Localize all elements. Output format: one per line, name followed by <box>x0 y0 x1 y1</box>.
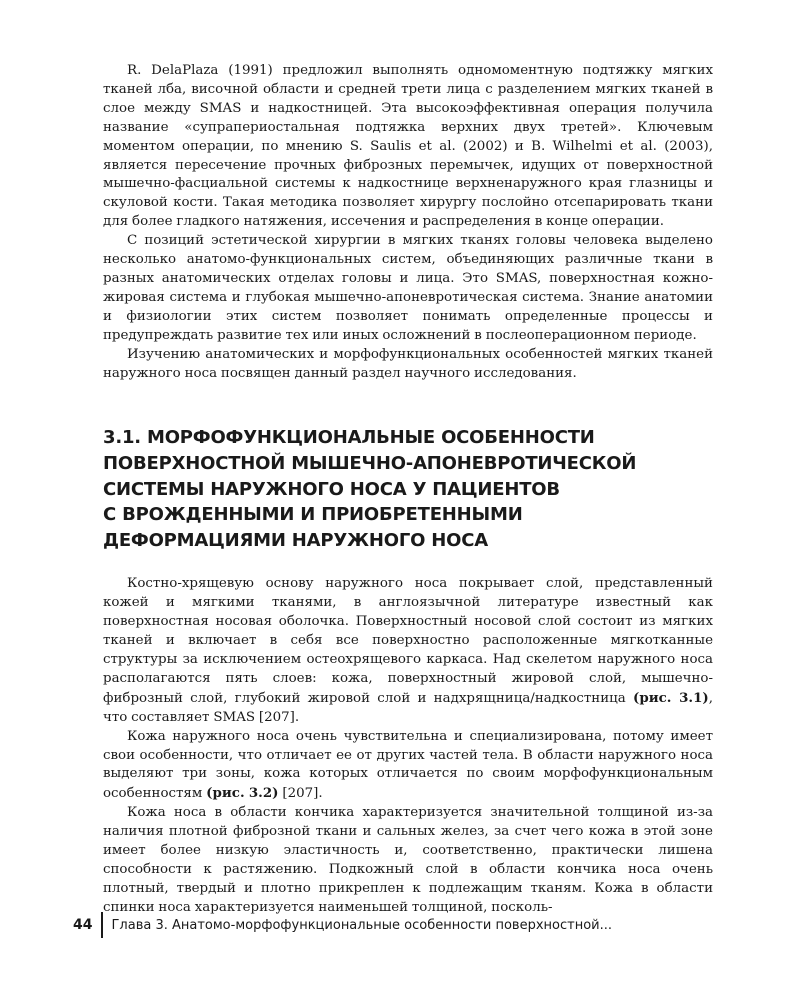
paragraph-tail: [207]. <box>278 786 323 802</box>
page-body <box>103 62 713 918</box>
footer-divider <box>101 912 103 938</box>
section-heading-line: 3.1. МОРФОФУНКЦИОНАЛЬНЫЕ ОСОБЕННОСТИ <box>103 427 595 449</box>
running-head: Глава 3. Анатомо-морфофункциональные особенности поверхностной... <box>111 917 612 933</box>
section-paragraph-3: Кожа носа в области кончика характеризуется значительной толщиной из-за наличия плотной фиброзной ткани и сальных желез, за счет чего кожа в этой зоне имеет более низкую эластичность и, соответственно, практически лишена способности к растяжению. Подкожный слой в области кончика носа очень плотный, твердый и плотно прикреплен к подлежащим тканям. Кожа в области спинки носа характеризуется наименьшей толщиной, посколь- <box>103 805 713 915</box>
section-paragraph-1 <box>103 575 713 727</box>
section-heading-line: ДЕФОРМАЦИЯМИ НАРУЖНОГО НОСА <box>103 529 488 551</box>
page-number: 44 <box>73 917 93 933</box>
section-heading-line: С ВРОЖДЕННЫМИ И ПРИОБРЕТЕННЫМИ <box>103 504 523 526</box>
page-footer <box>73 910 612 940</box>
intro-paragraph-1: R. DelaPlaza (1991) предложил выполнять одномоментную подтяжку мягких тканей лба, височной области и средней трети лица с разделением мягких тканей в слое между SMAS и надкостницей. Эта высокоэффективная операция получила название «супрапериостальная подтяжка верхних двух третей». Ключевым моментом операции, по мнению S. Saulis et al. (2002) и B. Wilhelmi et al. (2003), является пересечение прочных фиброзных перемычек, идущих от поверхностной мышечно-фасциальной системы к надкостнице верхненаружного края глазницы и скуловой кости. Такая методика позволяет хирургу послойно отсепарировать ткани для более гладкого натяжения, иссечения и распределения в конце операции. <box>103 63 713 230</box>
figure-reference-3-1: (рис. 3.1) <box>633 689 709 706</box>
figure-reference-3-2: (рис. 3.2) <box>206 785 279 802</box>
section-heading-line: СИСТЕМЫ НАРУЖНОГО НОСА У ПАЦИЕНТОВ <box>103 478 560 500</box>
section-heading-line: ПОВЕРХНОСТНОЙ МЫШЕЧНО-АПОНЕВРОТИЧЕСКОЙ <box>103 453 637 474</box>
section-heading <box>103 425 713 553</box>
intro-block <box>103 62 713 383</box>
intro-paragraph-3: Изучению анатомических и морфофункциональных особенностей мягких тканей наружного носа посвящен данный раздел научного исследования. <box>103 346 713 381</box>
paragraph-text: Кожа наружного носа очень чувствительна и специализирована, потому имеет свои особенности, что отличает ее от других частей тела. В области наружного носа выделяют три зоны, кожа которых отличается по своим морфофункциональным особенностям <box>103 728 713 802</box>
paragraph-text: Костно-хрящевую основу наружного носа покрывает слой, представленный кожей и мягкими тканями, в англоязычной литературе известный как поверхностная носовая оболочка. Поверхностный носовой слой состоит из мягких тканей и включает в себя все поверхностно расположенные мягкотканные структуры за исключением остеохрящевого каркаса. Над скелетом наружного носа располагаются пять слоев: кожа, поверхностный жировой слой, мышечно-фиброзный слой, глубокий жировой слой и надхрящница/надкостница <box>103 576 713 706</box>
section-paragraph-2 <box>103 728 713 805</box>
paragraph-tail: , что составляет SMAS [207]. <box>103 690 713 725</box>
intro-paragraph-2: С позиций эстетической хирургии в мягких тканях головы человека выделено несколько анатомо-функциональных систем, объединяющих различные ткани в разных анатомических отделах головы и лица. Это SMAS, поверхностная кожно-жировая система и глубокая мышечно-апоневротическая система. Знание анатомии и физиологии этих систем позволяет понимать определенные процессы и предупреждать развитие тех или иных осложнений в послеоперационном периоде. <box>103 233 713 343</box>
